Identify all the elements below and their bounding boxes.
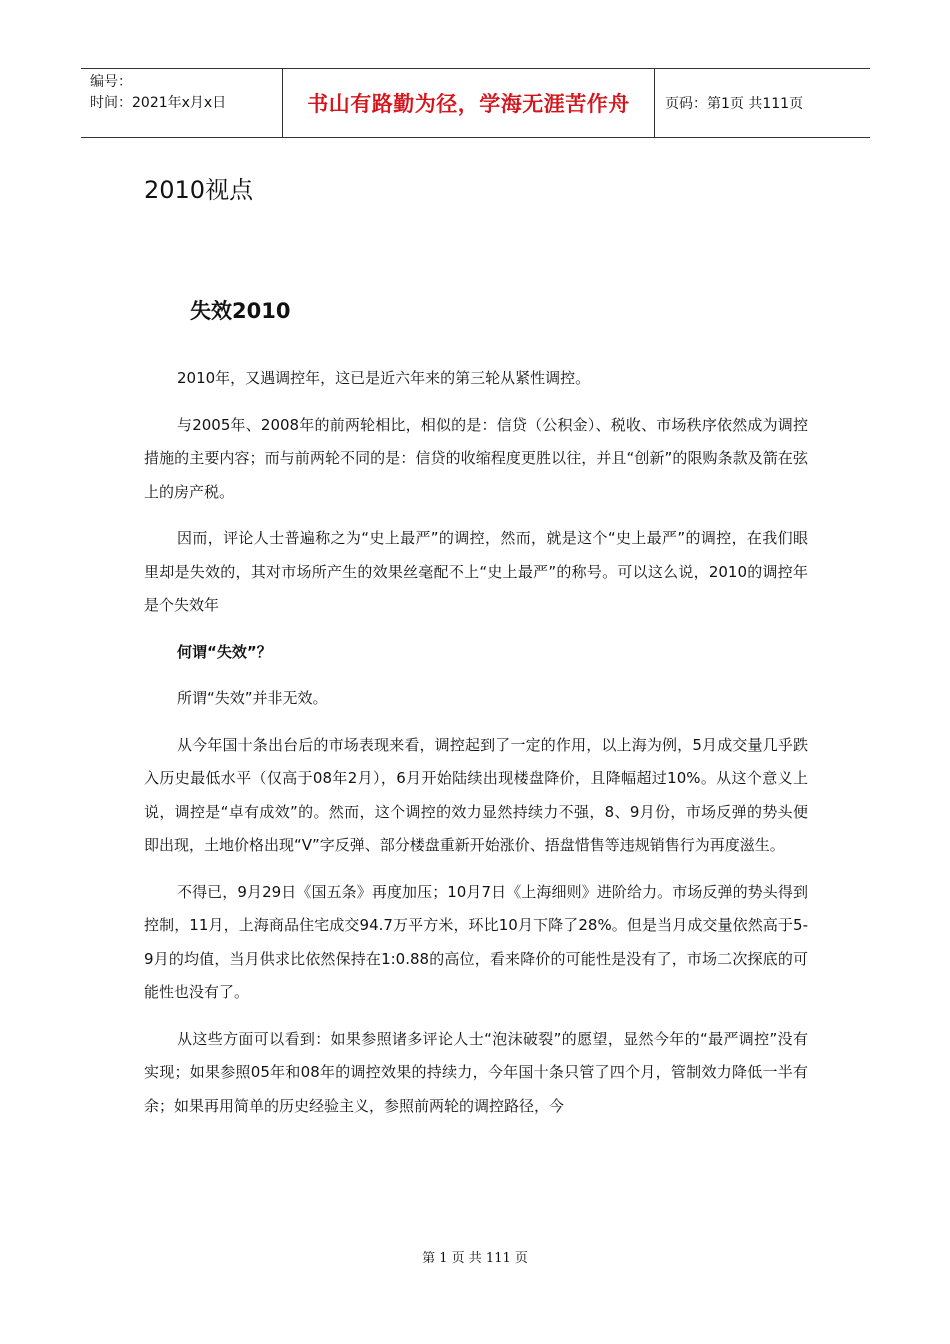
paragraph: 与2005年、2008年的前两轮相比，相似的是：信贷（公积金）、税收、市场秩序依然成为调控措施的主要内容；而与前两轮不同的是：信贷的收缩程度更胜以往，并且“创新”的限购条款及箭在弦上的房产税。 — [144, 415, 808, 501]
header-meta-cell — [81, 69, 282, 137]
header-table — [81, 68, 870, 138]
motto-text: 书山有路勤为径，学海无涯苦作舟 — [307, 92, 630, 116]
section-title: 失效2010 — [190, 299, 291, 323]
paragraph: 2010年，又遇调控年，这已是近六年来的第三轮从紧性调控。 — [177, 369, 591, 387]
page-footer: 第 1 页 共 111 页 — [422, 1251, 528, 1266]
body-text — [144, 362, 808, 1136]
header-page-cell — [655, 69, 870, 137]
paragraph: 从今年国十条出台后的市场表现来看，调控起到了一定的作用，以上海为例，5月成交量几乎跌入历史最低水平（仅高于08年2月），6月开始陆续出现楼盘降价，且降幅超过10%。从这个意义上说，调控是“卓有成效”的。然而，这个调控的效力显然持续力不强，8、9月份，市场反弹的势头便即出现，土地价格出现“V”字反弹、部分楼盘重新开始涨价、捂盘惜售等违规销售行为再度滋生。 — [144, 735, 808, 854]
page-info: 页码：第1页 共111页 — [665, 96, 804, 112]
number-label: 编号： — [90, 74, 132, 90]
document-title: 2010视点 — [144, 176, 254, 204]
time-label: 时间：2021年x月x日 — [90, 95, 227, 111]
paragraph: 从这些方面可以看到：如果参照诸多评论人士“泡沫破裂”的愿望，显然今年的“最严调控”没有实现；如果参照05年和08年的调控效果的持续力，今年国十条只管了四个月，管制效力降低一半有余；如果再用简单的历史经验主义，参照前两轮的调控路径，今 — [144, 1029, 808, 1115]
header-motto-cell — [282, 69, 655, 137]
paragraph: 因而，评论人士普遍称之为“史上最严”的调控，然而，就是这个“史上最严”的调控，在我们眼里却是失效的，其对市场所产生的效果丝毫配不上“史上最严”的称号。可以这么说，2010的调控年是个失效年 — [144, 529, 808, 614]
paragraph: 所谓“失效”并非无效。 — [177, 689, 328, 707]
paragraph: 不得已，9月29日《国五条》再度加压；10月7日《上海细则》进阶给力。市场反弹的势头得到控制，11月，上海商品住宅成交94.7万平方米，环比10月下降了28%。但是当月成交量依然高于5-9月的均值，当月供求比依然保持在1:0.88的高位，看来降价的可能性是没有了，市场二次探底的可能性也没有了。 — [144, 882, 808, 1001]
subheading: 何谓“失效”？ — [177, 642, 272, 661]
